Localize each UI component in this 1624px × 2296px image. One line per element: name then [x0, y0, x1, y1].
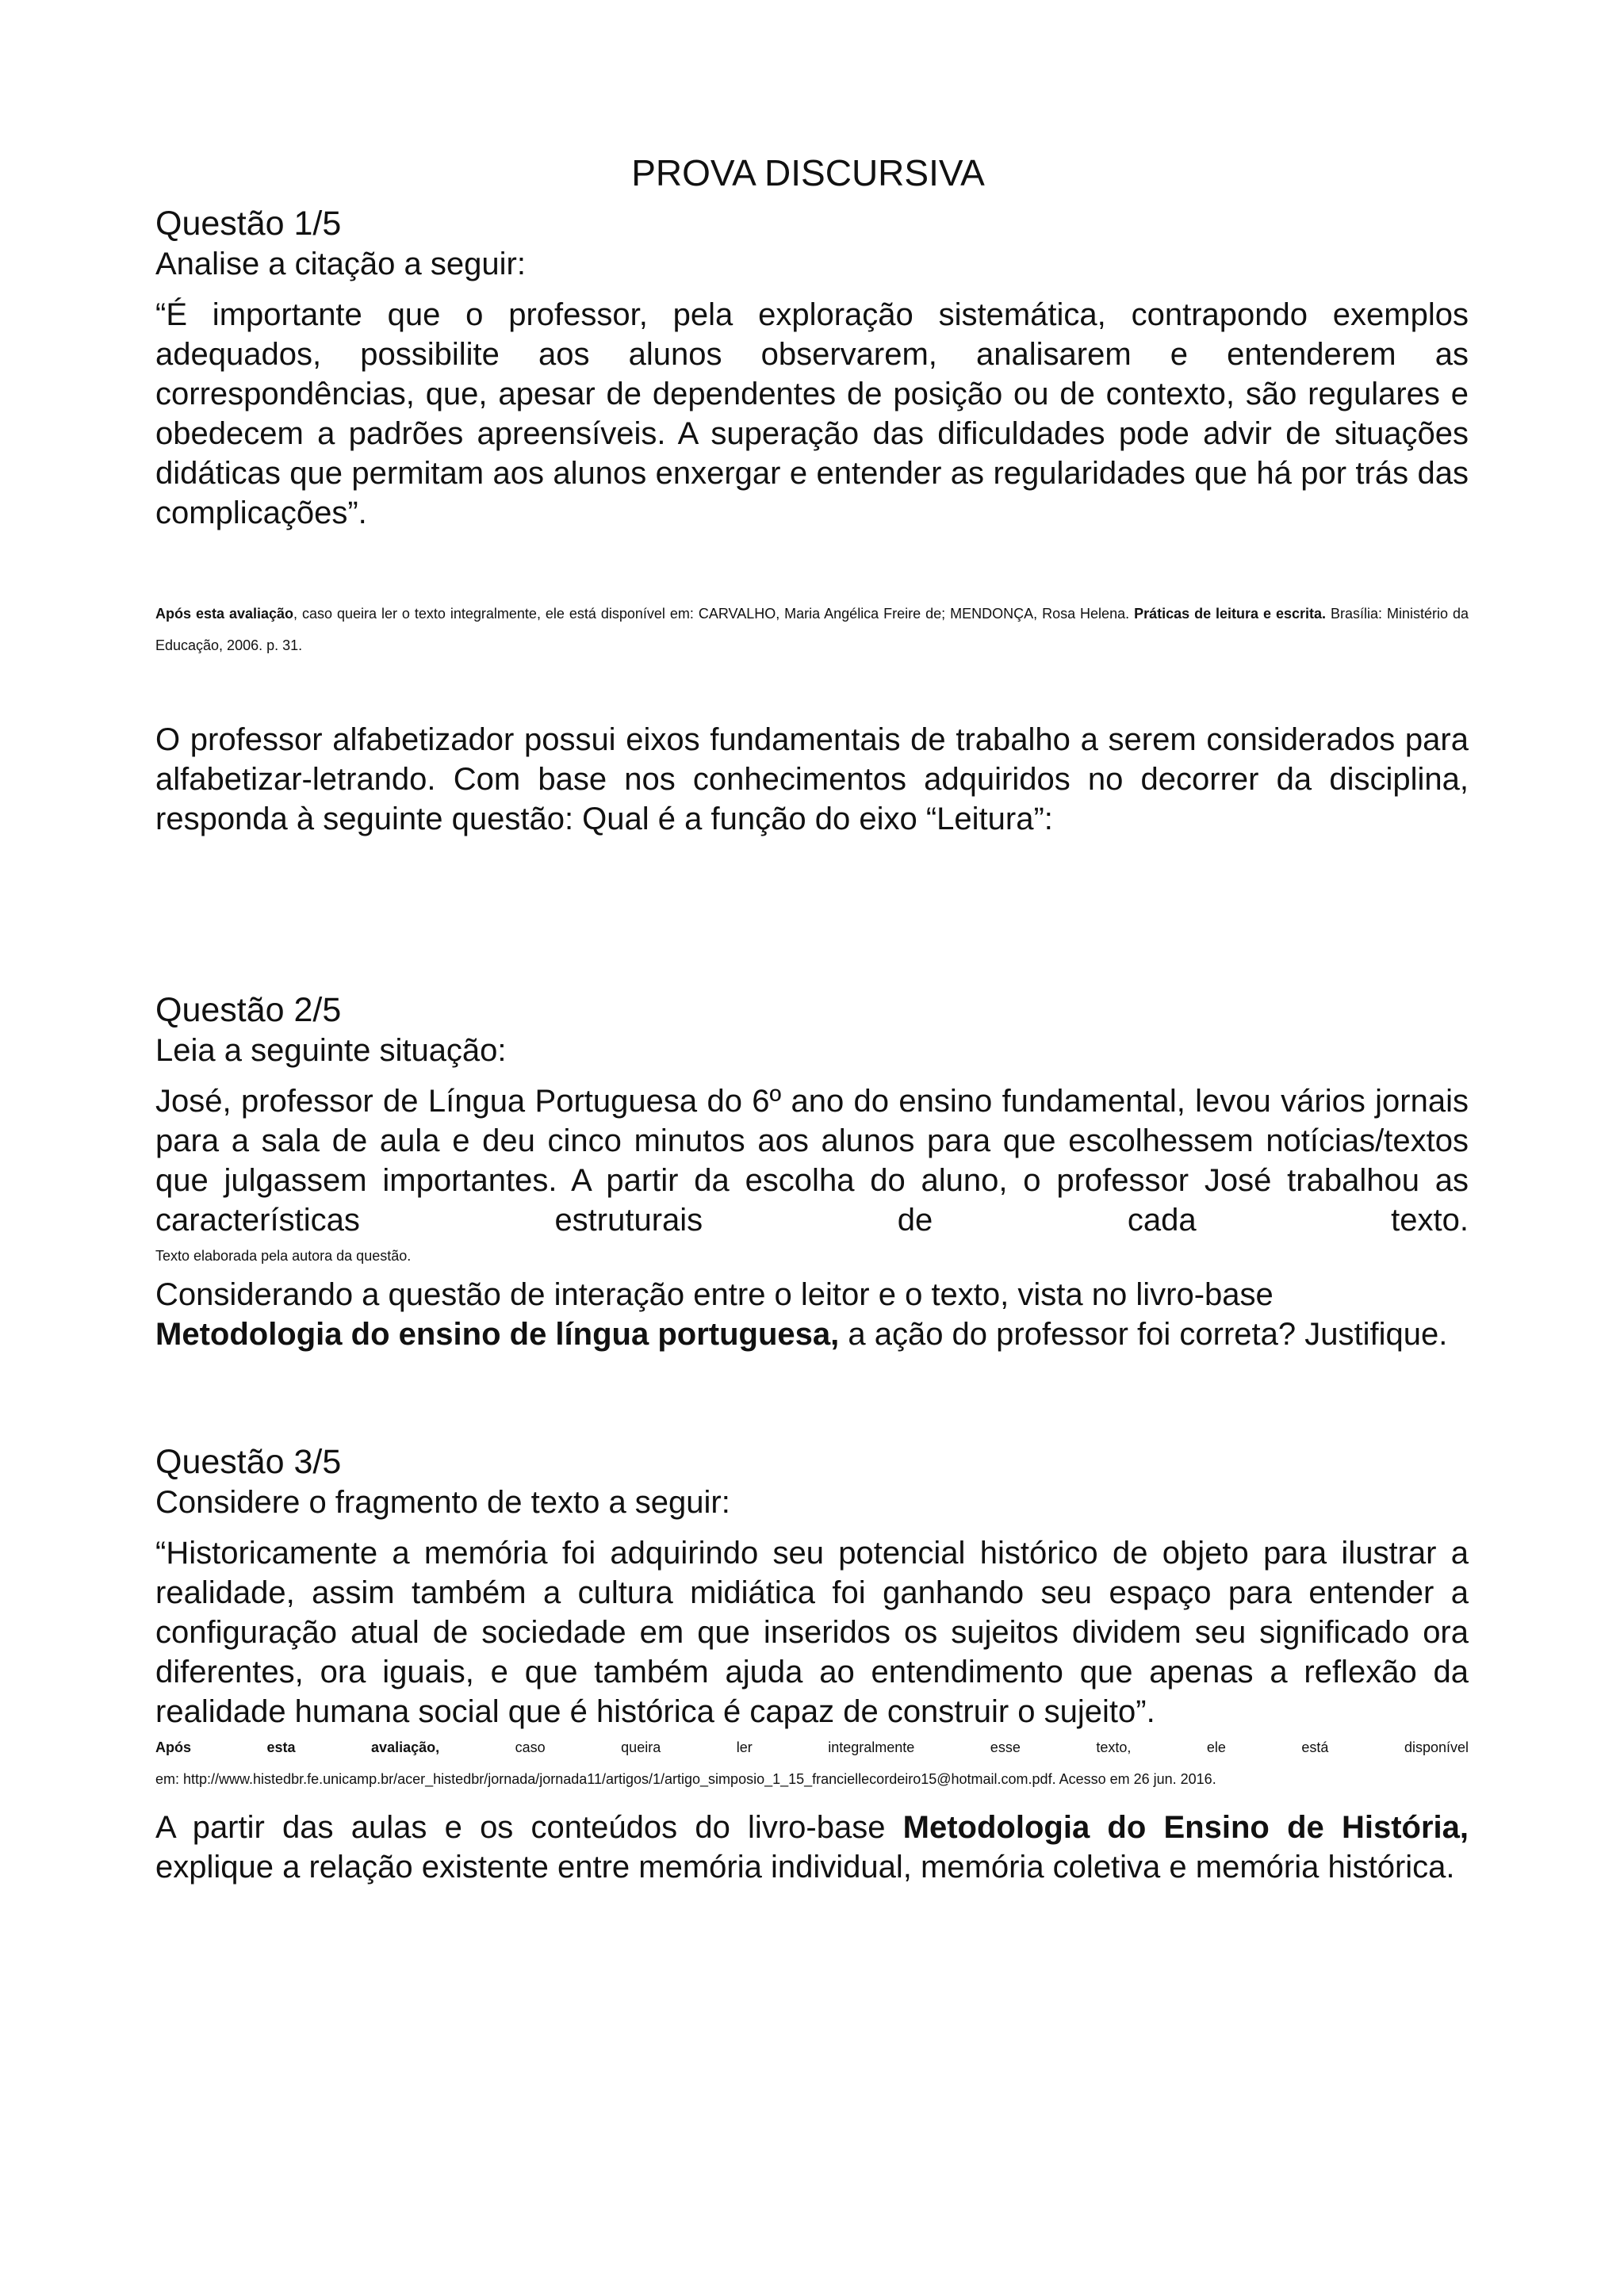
question-3-prompt	[155, 1808, 1469, 1887]
question-2	[155, 989, 1469, 1354]
question-2-prompt	[155, 1275, 1469, 1354]
document-page	[155, 151, 1469, 1887]
question-1-ref-text-2: Brasília: Ministério da Educação, 2006. p. 31.	[155, 606, 1469, 653]
question-2-prompt-post: a ação do professor foi correta? Justifique.	[839, 1317, 1448, 1352]
question-3-ref-bold: Após esta avaliação,	[155, 1739, 440, 1755]
question-3-prompt-post: explique a relação existente entre memória individual, memória coletiva e memória histórica.	[155, 1850, 1455, 1885]
question-3-reference-line-2: em: http://www.histedbr.fe.unicamp.br/acer_histedbr/jornada/jornada11/artigos/1/artigo_simposio_1_15_franciellecordeiro15@hotmail.com.pdf. Acesso em 26 jun. 2016.	[155, 1771, 1216, 1787]
question-3-heading: Questão 3/5	[155, 1443, 342, 1481]
question-2-book-title: Metodologia do ensino de língua portuguesa,	[155, 1317, 840, 1352]
question-2-heading: Questão 2/5	[155, 991, 342, 1029]
question-1-prompt: O professor alfabetizador possui eixos fundamentais de trabalho a serem considerados para alfabetizar-letrando. Com base nos conhecimentos adquiridos no decorrer da disciplina, responda à seguinte questão: Qual é a função do eixo “Leitura”:	[155, 722, 1469, 836]
question-2-source: Texto elaborada pela autora da questão.	[155, 1248, 412, 1264]
question-3-prompt-pre: A partir das aulas e os conteúdos do livro-base	[155, 1810, 903, 1845]
question-1-heading: Questão 1/5	[155, 205, 342, 243]
question-1-quote: “É importante que o professor, pela exploração sistemática, contrapondo exemplos adequados, possibilite aos alunos observarem, analisarem e entenderem as correspondências, que, apesar de dependentes de posição ou de contexto, são regulares e obedecem a padrões apreensíveis. A superação das dificuldades pode advir de situações didáticas que permitam aos alunos enxergar e entender as regularidades que há por trás das complicações”.	[155, 297, 1469, 530]
question-2-intro: Leia a seguinte situação:	[155, 1033, 507, 1068]
question-1-intro: Analise a citação a seguir:	[155, 247, 526, 281]
question-1-ref-bold-1: Após esta avaliação	[155, 606, 294, 622]
question-1	[155, 203, 1469, 839]
question-3	[155, 1441, 1469, 1887]
question-1-ref-bold-2: Práticas de leitura e escrita.	[1134, 606, 1327, 622]
question-2-prompt-pre: Considerando a questão de interação entre o leitor e o texto, vista no livro-base	[155, 1277, 1274, 1312]
question-3-intro: Considere o fragmento de texto a seguir:	[155, 1485, 730, 1520]
question-3-book-title: Metodologia do Ensino de História,	[902, 1810, 1469, 1845]
question-2-situation: José, professor de Língua Portuguesa do 6º ano do ensino fundamental, levou vários jornais para a sala de aula e deu cinco minutos aos alunos para que escolhessem notícias/textos que julgassem importantes. A partir da escolha do aluno, o professor José trabalhou as características estruturais de cada texto.	[155, 1084, 1469, 1238]
question-1-reference	[155, 598, 1469, 661]
question-3-ref-text-1: caso queira ler integralmente esse texto, ele está disponível	[439, 1739, 1469, 1755]
question-1-ref-text-1: , caso queira ler o texto integralmente, ele está disponível em: CARVALHO, Maria Angélica Freire de; MENDONÇA, Rosa Helena.	[293, 606, 1135, 622]
page-title: PROVA DISCURSIVA	[631, 152, 985, 193]
question-3-quote: “Historicamente a memória foi adquirindo seu potencial histórico de objeto para ilustrar a realidade, assim também a cultura midiática foi ganhando seu espaço para entender a configuração atual de sociedade em que inseridos os sujeitos dividem seu significado ora diferentes, ora iguais, e que também ajuda ao entendimento que apenas a reflexão da realidade humana social que é histórica é capaz de construir o sujeito”.	[155, 1536, 1469, 1729]
question-3-reference-line-1	[155, 1732, 1469, 1763]
